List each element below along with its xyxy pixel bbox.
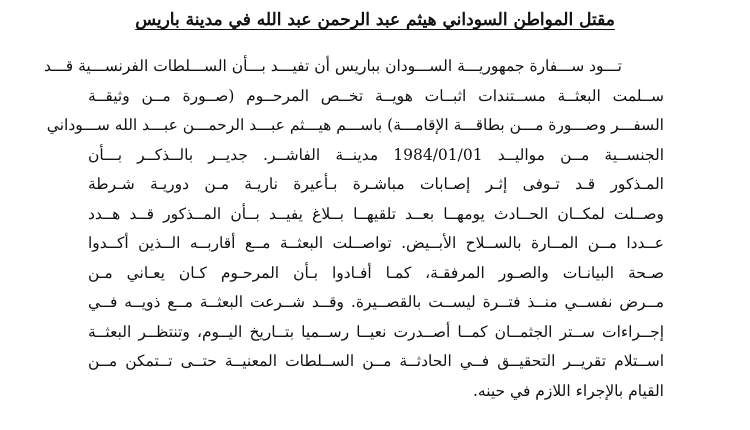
document-title-container bbox=[0, 8, 750, 32]
body-line-5: المـذكور قـد تـوفى إثـر إصـابات مباشـرة بـأعيرة ناريـة مـن دوريـة شـرطة bbox=[88, 175, 664, 193]
body-line-2: ســلمت البعثــة مســتندات اثبــات هويــة تخــص المرحــوم (صــورة مــن وثيقــة bbox=[88, 86, 664, 105]
body-line-4: الجنســية مــن مواليــد 1984/01/01 مدينــة الفاشــر. جديــر بالــذكــر بـــأن bbox=[88, 145, 664, 164]
body-line-8: صـحة البيانـات والصـور المرفقـة، كمـا أفـادوا بـأن المرحـوم كـان يعـاني مـن bbox=[88, 263, 664, 282]
body-line-9: مــرض نفســي منــذ فتــرة ليســت بالقصــيرة. وقــد شــرعت البعثــة مــع ذويــه فــي bbox=[88, 293, 664, 311]
body-line-11: اســتلام تقريــر التحقيــق فــي الحادثــة مــن الســلطات المعنيــة حتــى تــتمكن مــن bbox=[88, 352, 664, 370]
body-line-10: إجــراءات ســتر الجثمــان كمــا أصــدرت نعيــا رســميا بتــاريخ اليــوم، وتنتظــر البعثــة bbox=[88, 322, 664, 341]
document-title: مقتل المواطن السوداني هيثم عبد الرحمن عبد الله في مدينة باريس bbox=[135, 10, 615, 30]
document-body bbox=[44, 52, 664, 406]
body-line-7: عــددا مــن المــارة بالســلاح الأبــيض. تواصــلت البعثــة مــع أقاربــه الــذين أكــدوا bbox=[88, 234, 664, 252]
body-line-3: السفـــر وصـــورة مـــن بطاقـــة الإقامـــة) باســـم هيـــثم عبـــد الرحمـــن عبـــد الله ســـوداني bbox=[46, 116, 664, 134]
body-line-12: القيام بالإجراء اللازم في حينه. bbox=[472, 381, 664, 400]
body-line-1: تـــود ســـفارة جمهوريـــة الســـودان بباريس أن تفيـــد بـــأن الســـلطات الفرنســـية قـــد bbox=[44, 57, 622, 75]
body-line-6: وصــلت لمكــان الحــادث يومهــا بعــد تلقيهــا بــلاغ يفيــد بــأن المــذكور قــد هــدد bbox=[88, 204, 664, 223]
